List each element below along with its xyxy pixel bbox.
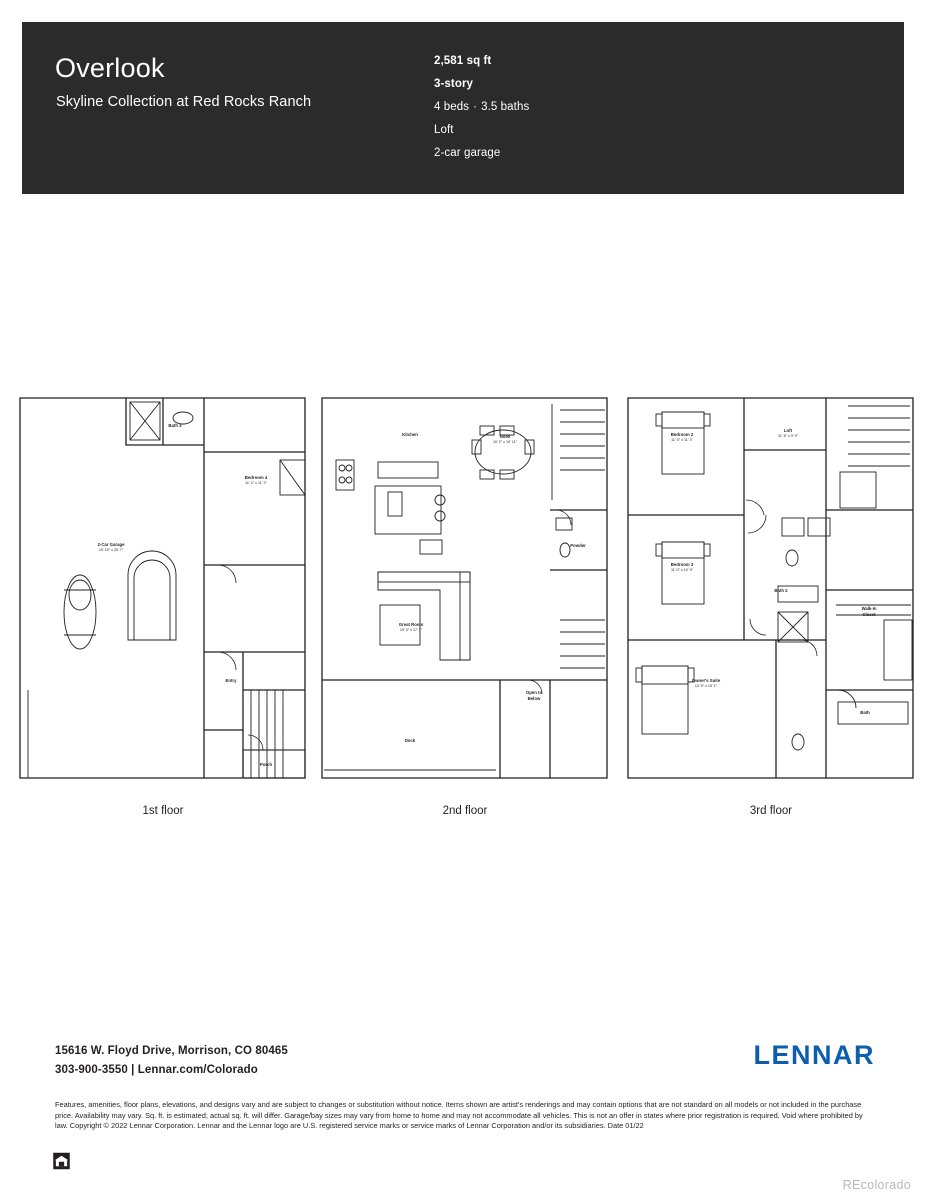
spec-list [434, 50, 734, 165]
spec-beds: 4 beds [434, 101, 470, 113]
footer-contact [55, 1042, 288, 1080]
floor-plan-3-caption: 3rd floor [749, 805, 793, 817]
floor-plan-2-drawing [320, 390, 610, 790]
collection-subtitle: Skyline Collection at Red Rocks Ranch [56, 94, 312, 110]
floor-plan-3 [626, 390, 916, 830]
footer-address-line: 15616 W. Floyd Drive, Morrison, CO 80465 [55, 1045, 288, 1057]
room-label-powder: Powder [570, 543, 586, 548]
floor-plans [0, 390, 927, 830]
room-label-bedroom4: Bedroom 4 11' 2" x 11' 2" [244, 475, 268, 486]
room-label-bath3: Bath 3 [168, 423, 182, 428]
floor-plan-3-drawing [626, 390, 916, 790]
room-label-great-room: Great Room 19' 0" x 17' 7" [398, 622, 424, 633]
page-title: Overlook [55, 53, 165, 83]
room-label-kitchen: Kitchen [402, 432, 418, 437]
lennar-logo: LENNAR [753, 1040, 875, 1070]
car-icon [64, 575, 96, 649]
floor-plan-1 [18, 390, 308, 830]
spec-sqft: 2,581 sq ft [434, 55, 492, 67]
header-band [22, 22, 904, 194]
room-label-walk-in-closet: Walk-In Closet [861, 606, 877, 618]
room-label-open-to-below: Open to Below [525, 690, 543, 702]
floor-plan-2 [320, 390, 610, 830]
equal-housing-opportunity-icon [52, 1152, 71, 1170]
room-label-loft: Loft 11' 6" x 9' 9" [778, 428, 798, 439]
spec-separator: · [473, 101, 478, 113]
spec-stories: 3-story [434, 78, 474, 90]
room-label-bath: Bath [860, 710, 870, 715]
room-label-entry: Entry [225, 678, 237, 683]
footer-phone-web[interactable]: 303-900-3550 | Lennar.com/Colorado [55, 1064, 258, 1076]
spec-beds-baths [434, 96, 734, 119]
spec-garage: 2-car garage [434, 147, 501, 159]
floor-plan-2-caption: 2nd floor [442, 805, 488, 817]
floor-plan-1-drawing [18, 390, 308, 790]
room-label-owners-suite: Owner's Suite 13' 5" x 15' 1" [691, 678, 721, 689]
watermark: REcolorado [842, 1178, 911, 1192]
room-label-bedroom2: Bedroom 2 11' 0" x 11' 3" [670, 432, 694, 443]
room-label-nook: Nook 10' 2" x 10' 11" [492, 434, 518, 445]
spec-baths: 3.5 baths [481, 101, 530, 113]
room-label-deck: Deck [404, 738, 416, 743]
room-label-bedroom3: Bedroom 3 11' 0" x 10' 9" [670, 562, 694, 573]
floor-plan-1-caption: 1st floor [142, 805, 184, 817]
room-label-garage: 2-Car Garage 19' 10" x 20' 7" [97, 542, 125, 553]
spec-loft: Loft [434, 124, 454, 136]
room-label-porch: Porch [259, 762, 273, 767]
room-label-bath2: Bath 2 [774, 588, 788, 593]
disclaimer-text: Features, amenities, floor plans, elevations, and designs vary and are subject to changes or substitution without notice. Items shown are artist's renderings and may contain options that are not standard on all models or not included in the purchase price. Availability may vary. Sq. ft. is estimated; actual sq. ft. will differ. Garage/bay sizes may vary from home to home and may not accommodate all vehicles. This is not an offer in states where prior registration is required. Void where prohibited by law. Copyright © 2022 Lennar Corporation. Lennar and the Lennar logo are U.S. registered service marks or service marks of Lennar Corporation and/or its subsidiaries. Date 01/22 [55, 1100, 863, 1131]
